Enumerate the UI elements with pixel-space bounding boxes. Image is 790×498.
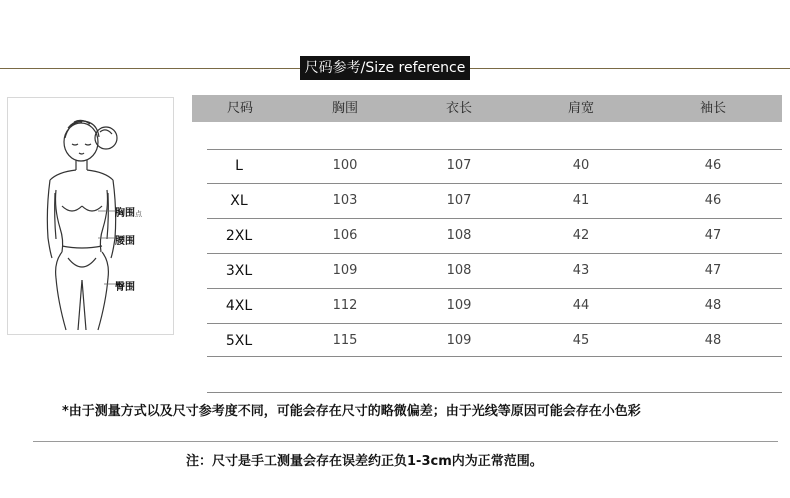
row-sleeve: 47 (704, 263, 722, 278)
waist-label: 腰围 (115, 236, 135, 247)
hip-label: 臀围 (115, 282, 135, 293)
row-length: 109 (446, 333, 472, 348)
row-chest: 100 (332, 158, 358, 173)
row-chest: 115 (332, 333, 358, 348)
row-size: 4XL (225, 298, 253, 314)
row-chest: 112 (332, 298, 358, 313)
row-sleeve: 48 (704, 298, 722, 313)
row-shoulder: 43 (572, 263, 590, 278)
row-sleeve: 48 (704, 333, 722, 348)
row-chest: 106 (332, 228, 358, 243)
table-divider (207, 149, 782, 150)
table-divider (207, 356, 782, 357)
column-header-chest: 胸围 (331, 101, 359, 116)
chest-label (115, 204, 142, 219)
row-size: XL (230, 193, 248, 209)
measurement-disclaimer: *由于测量方式以及尺寸参考度不同，可能会存在尺寸的略微偏差；由于光线等原因可能会存在小色彩 (62, 404, 641, 419)
row-shoulder: 42 (572, 228, 590, 243)
row-shoulder: 45 (572, 333, 590, 348)
row-shoulder: 41 (572, 193, 590, 208)
chest-label-text: 胸围 (115, 208, 135, 219)
table-divider (207, 323, 782, 324)
footer-divider (33, 441, 778, 442)
row-length: 109 (446, 298, 472, 313)
row-shoulder: 40 (572, 158, 590, 173)
body-measurement-figure (7, 97, 174, 335)
row-sleeve: 46 (704, 158, 722, 173)
row-chest: 109 (332, 263, 358, 278)
table-divider (207, 392, 782, 393)
row-size: 2XL (225, 228, 253, 244)
column-header-length: 衣长 (445, 101, 473, 116)
row-shoulder: 44 (572, 298, 590, 313)
row-size: 3XL (225, 263, 253, 279)
column-header-size: 尺码 (226, 101, 254, 116)
row-length: 107 (446, 158, 472, 173)
measurement-tolerance-note: 注：尺寸是手工测量会存在误差约正负1-3cm内为正常范围。 (186, 454, 543, 469)
row-size: 5XL (225, 333, 253, 349)
size-table-header (192, 95, 782, 122)
column-header-sleeve: 袖长 (699, 101, 727, 116)
column-header-shoulder: 肩宽 (567, 101, 595, 116)
body-outline-illustration (8, 98, 173, 334)
section-title: 尺码参考/Size reference (300, 56, 470, 80)
row-chest: 103 (332, 193, 358, 208)
row-length: 108 (446, 263, 472, 278)
row-sleeve: 47 (704, 228, 722, 243)
row-sleeve: 46 (704, 193, 722, 208)
table-divider (207, 253, 782, 254)
row-length: 108 (446, 228, 472, 243)
table-divider (207, 183, 782, 184)
table-divider (207, 218, 782, 219)
table-divider (207, 288, 782, 289)
chest-label-suffix: 点 (135, 210, 142, 218)
row-size: L (235, 158, 243, 174)
row-length: 107 (446, 193, 472, 208)
